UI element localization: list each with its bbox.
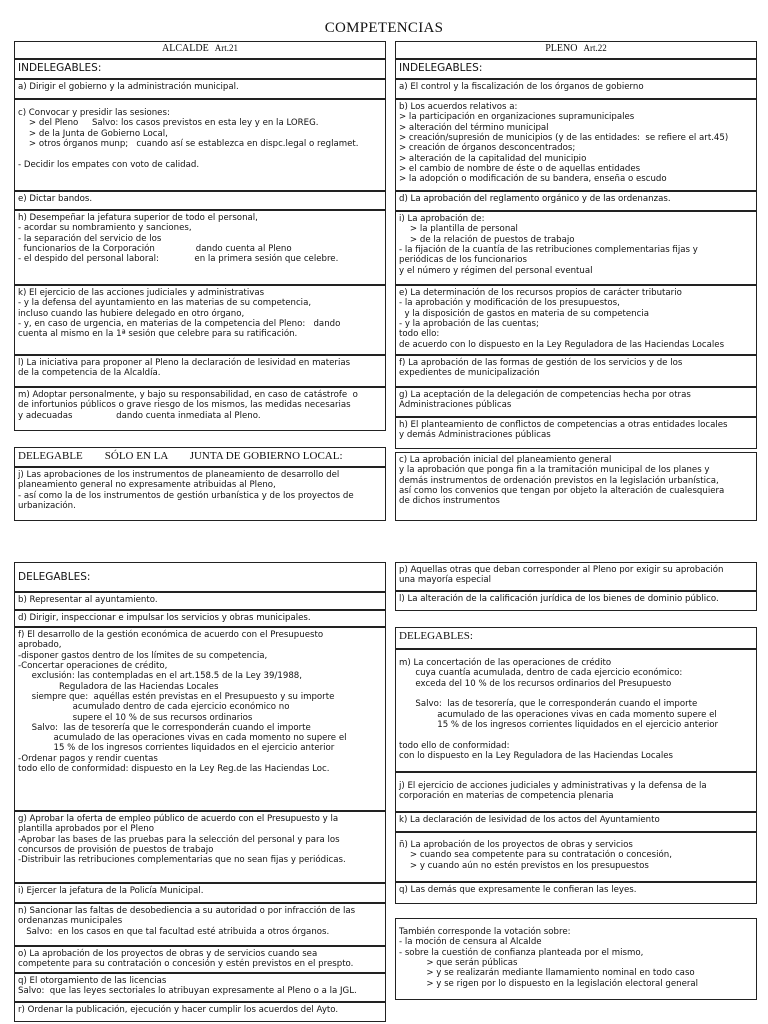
pleno-item-l xyxy=(395,591,757,611)
pleno-item-p xyxy=(395,562,757,591)
text-line: h) El planteamiento de conflictos de competencias a otras entidades locales xyxy=(399,420,728,430)
pleno-header xyxy=(395,41,757,59)
text-line: q) Las demás que expresamente le confieran las leyes. xyxy=(399,885,637,895)
pleno-delegables-heading: DELEGABLES: xyxy=(395,627,757,649)
text-line: todo ello de conformidad: xyxy=(399,740,510,751)
text-line: > y se rigen por lo dispuesto en la legislación electoral general xyxy=(399,978,699,989)
text-line: g) La aceptación de la delegación de competencias hecha por otras xyxy=(399,390,691,400)
alcalde-item-l xyxy=(14,355,386,387)
text-line: g) Aprobar la oferta de empleo público de acuerdo con el Presupuesto y la xyxy=(18,814,339,824)
text-line: m) La concertación de las operaciones de crédito xyxy=(399,658,612,668)
text-line: También corresponde la votación sobre: xyxy=(399,927,571,937)
text-line: 15 % de los ingresos corrientes liquidados en el ejercicio anterior xyxy=(399,719,719,730)
text-line: Salvo: las de tesorería que le corresponderán cuando el importe xyxy=(18,722,311,733)
text-line: ordenanzas municipales xyxy=(18,916,123,927)
pleno-item-c xyxy=(395,452,757,521)
text-line: n) Sancionar las faltas de desobediencia a su autoridad o por infracción de las xyxy=(18,906,356,916)
text-line: Salvo: en los casos en que tal facultad esté atribuida a otros órganos. xyxy=(18,926,330,937)
alcalde-item-k xyxy=(14,285,386,355)
alcalde-item-j xyxy=(14,467,386,521)
text-line: - y, en caso de urgencia, en materias de la competencia del Pleno: dando xyxy=(18,318,341,329)
alcalde-item-b xyxy=(14,592,386,610)
text-line: funcionarios de la Corporación dando cuenta al Pleno xyxy=(18,243,292,254)
text-line xyxy=(18,149,382,159)
pleno-header-label: PLENO xyxy=(545,43,578,54)
pleno-header-article: Art.22 xyxy=(583,43,607,53)
text-line: - la aprobación y modificación de los presupuestos, xyxy=(399,298,620,309)
alcalde-item-n xyxy=(14,903,386,946)
text-line: acumulado de las operaciones vivas en cada momento no supere el xyxy=(18,733,347,744)
text-line: - y la defensa del ayuntamiento en las materias de su competencia, xyxy=(18,298,312,309)
text-line: planeamiento general no expresamente atribuidas al Pleno, xyxy=(18,480,276,491)
text-line: d) La aprobación del reglamento orgánico y de las ordenanzas. xyxy=(399,194,671,204)
text-line: y demás Administraciones públicas xyxy=(399,430,551,441)
text-line: > el cambio de nombre de éste o de aquellas entidades xyxy=(399,163,641,174)
text-line: - Decidir los empates con voto de calidad. xyxy=(18,159,200,170)
text-line: - y la aprobación de las cuentas; xyxy=(399,318,539,329)
pleno-item-enye xyxy=(395,832,757,882)
text-line: e) Dictar bandos. xyxy=(18,194,93,204)
alcalde-item-g xyxy=(14,811,386,883)
alcalde-delegable-jgl-heading: DELEGABLE SÓLO EN LA JUNTA DE GOBIERNO LOCAL: xyxy=(14,447,386,467)
alcalde-item-f xyxy=(14,627,386,811)
text-line: Administraciones públicas xyxy=(399,400,512,411)
text-line: y la aprobación que ponga fin a la tramitación municipal de los planes y xyxy=(399,465,710,476)
text-line: f) El desarrollo de la gestión económica de acuerdo con el Presupuesto xyxy=(18,630,324,640)
text-line: una mayoría especial xyxy=(399,575,492,586)
alcalde-item-e xyxy=(14,191,386,210)
text-line: - la moción de censura al Alcalde xyxy=(399,937,542,948)
text-line: -Aprobar las bases de las pruebas para la selección del personal y para los xyxy=(18,834,340,845)
text-line: ñ) La aprobación de los proyectos de obras y servicios xyxy=(399,840,633,850)
text-line: incluso cuando las hubiere delegado en otro órgano, xyxy=(18,308,245,319)
text-line: e) La determinación de los recursos propios de carácter tributario xyxy=(399,288,682,298)
text-line: m) Adoptar personalmente, y bajo su responsabilidad, en caso de catástrofe o xyxy=(18,390,358,400)
pleno-item-a xyxy=(395,79,757,99)
text-line: de dichos instrumentos xyxy=(399,496,500,507)
text-line: > que serán públicas xyxy=(399,957,518,968)
alcalde-item-c xyxy=(14,99,386,191)
alcalde-item-q xyxy=(14,973,386,1002)
text-line: y adecuadas dando cuenta inmediata al Pleno. xyxy=(18,410,261,421)
text-line: > y cuando aún no estén previstos en los presupuestos xyxy=(399,860,649,871)
alcalde-item-a xyxy=(14,79,386,99)
text-line: demás instrumentos de ordenación previstos en la legislación urbanística, xyxy=(399,475,719,486)
text-line: aprobado, xyxy=(18,640,62,651)
pleno-item-m xyxy=(395,649,757,772)
text-line: b) Los acuerdos relativos a: xyxy=(399,102,518,112)
text-line: d) Dirigir, inspeccionar e impulsar los servicios y obras municipales. xyxy=(18,613,311,623)
text-line: exclusión: las contempladas en el art.158.5 de la Ley 39/1988, xyxy=(18,671,302,682)
pleno-item-q xyxy=(395,882,757,904)
text-line: - sobre la cuestión de confianza planteada por el mismo, xyxy=(399,947,644,958)
text-line: p) Aquellas otras que deban corresponder al Pleno por exigir su aprobación xyxy=(399,565,724,575)
text-line: cuya cuantía acumulada, dentro de cada ejercicio económico: xyxy=(399,668,683,679)
alcalde-item-r xyxy=(14,1002,386,1022)
pleno-item-g xyxy=(395,387,757,417)
text-line: periódicas de los funcionarios xyxy=(399,255,527,266)
alcalde-item-h xyxy=(14,210,386,285)
text-line: > de la relación de puestos de trabajo xyxy=(399,234,575,245)
text-line: - la separación del servicio de los xyxy=(18,233,162,244)
alcalde-delegables-heading: DELEGABLES: xyxy=(14,562,386,592)
text-line: expedientes de municipalización xyxy=(399,368,540,379)
text-line: - así como la de los instrumentos de gestión urbanística y de los proyectos de xyxy=(18,490,354,501)
text-line: b) Representar al ayuntamiento. xyxy=(18,595,158,605)
text-line: l) La alteración de la calificación jurídica de los bienes de dominio público. xyxy=(399,594,719,604)
text-line: r) Ordenar la publicación, ejecución y hacer cumplir los acuerdos del Ayto. xyxy=(18,1005,339,1015)
text-line: > de la Junta de Gobierno Local, xyxy=(18,128,168,139)
pleno-item-f xyxy=(395,355,757,387)
text-line: > alteración del término municipal xyxy=(399,122,549,133)
text-line: > cuando sea competente para su contratación o concesión, xyxy=(399,850,672,861)
text-line: > y se realizarán mediante llamamiento nominal en todo caso xyxy=(399,968,695,979)
text-line: concursos de provisión de puestos de trabajo xyxy=(18,844,214,855)
text-line: 15 % de los ingresos corrientes liquidados en el ejercicio anterior xyxy=(18,743,335,754)
pleno-item-b xyxy=(395,99,757,191)
text-line: k) La declaración de lesividad de los actos del Ayuntamiento xyxy=(399,815,660,825)
text-line: i) Ejercer la jefatura de la Policía Municipal. xyxy=(18,886,204,896)
text-line: así como los convenios que tengan por objeto la alteración de cualesquiera xyxy=(399,485,725,496)
alcalde-item-m xyxy=(14,387,386,431)
text-line: -Concertar operaciones de crédito, xyxy=(18,660,168,671)
text-line: l) La iniciativa para proponer al Pleno la declaración de lesividad en materias xyxy=(18,358,351,368)
text-line: corporación en materias de competencia plenaria xyxy=(399,791,614,802)
text-line: con lo dispuesto en la Ley Reguladora de las Haciendas Locales xyxy=(399,750,674,761)
text-line: y el número y régimen del personal eventual xyxy=(399,265,593,276)
text-line: c) Convocar y presidir las sesiones: xyxy=(18,108,170,118)
text-line: de infortunios públicos o grave riesgo de los mismos, las medidas necesarias xyxy=(18,400,351,411)
pleno-item-k xyxy=(395,812,757,832)
text-line: c) La aprobación inicial del planeamiento general xyxy=(399,455,612,465)
text-line: q) El otorgamiento de las licencias xyxy=(18,976,167,986)
pleno-item-e xyxy=(395,285,757,355)
text-line: Salvo: las de tesorería, que le corresponderán cuando el importe xyxy=(399,699,698,710)
text-line: Reguladora de las Haciendas Locales xyxy=(18,681,219,692)
text-line: de acuerdo con lo dispuesto en la Ley Reguladora de las Haciendas Locales xyxy=(399,339,725,350)
pleno-votacion-note xyxy=(395,918,757,1000)
text-line: plantilla aprobados por el Pleno xyxy=(18,824,154,835)
text-line: acumulado de las operaciones vivas en cada momento supere el xyxy=(399,709,717,720)
text-line: Salvo: que las leyes sectoriales lo atribuyan expresamente al Pleno o a la JGL. xyxy=(18,986,357,997)
text-line: competente para su contratación o concesión y estén previstos en el prespto. xyxy=(18,959,354,970)
alcalde-header-article: Art.21 xyxy=(214,43,238,53)
alcalde-header-label: ALCALDE xyxy=(162,43,209,54)
pleno-indelegables-heading: INDELEGABLES: xyxy=(395,59,757,79)
text-line: cuenta al mismo en la 1ª sesión que celebre para su ratificación. xyxy=(18,329,298,340)
alcalde-indelegables-heading: INDELEGABLES: xyxy=(14,59,386,79)
text-line: o) La aprobación de los proyectos de obras y de servicios cuando sea xyxy=(18,949,318,959)
text-line xyxy=(399,689,753,699)
alcalde-header xyxy=(14,41,386,59)
text-line: j) El ejercicio de acciones judiciales y administrativas y la defensa de la xyxy=(399,781,707,791)
alcalde-item-i xyxy=(14,883,386,903)
text-line: > creación/supresión de municipios (y de las entidades: se refiere el art.45) xyxy=(399,132,729,143)
text-line: i) La aprobación de: xyxy=(399,214,485,224)
text-line: k) El ejercicio de las acciones judiciales y administrativas xyxy=(18,288,265,298)
text-line: urbanización. xyxy=(18,500,76,511)
alcalde-item-o xyxy=(14,946,386,973)
text-line: f) La aprobación de las formas de gestión de los servicios y de los xyxy=(399,358,683,368)
text-line: acumulado dentro de cada ejercicio económico no xyxy=(18,702,290,713)
text-line: supere el 10 % de sus recursos ordinarios xyxy=(18,712,253,723)
text-line: -Distribuir las retribuciones complementarias que no sean fijas y periódicas. xyxy=(18,855,346,866)
pleno-item-j xyxy=(395,772,757,812)
text-line: - el despido del personal laboral: en la primera sesión que celebre. xyxy=(18,254,339,265)
text-line: a) El control y la fiscalización de los órganos de gobierno xyxy=(399,82,644,92)
text-line: j) Las aprobaciones de los instrumentos de planeamiento de desarrollo del xyxy=(18,470,340,480)
text-line: > la adopción o modificación de su bandera, enseña o escudo xyxy=(399,174,667,185)
text-line: siempre que: aquéllas estén previstas en el Presupuesto y su importe xyxy=(18,691,335,702)
text-line: todo ello de conformidad: dispuesto en la Ley Reg.de las Haciendas Loc. xyxy=(18,764,330,775)
page-title: COMPETENCIAS xyxy=(324,20,444,36)
text-line: exceda del 10 % de los recursos ordinarios del Presupuesto xyxy=(399,678,672,689)
text-line: todo ello: xyxy=(399,329,440,340)
text-line xyxy=(399,730,753,740)
text-line: de la competencia de la Alcaldía. xyxy=(18,368,161,379)
pleno-item-h xyxy=(395,417,757,449)
text-line: - la fijación de la cuantía de las retribuciones complementarias fijas y xyxy=(399,244,698,255)
text-line: > otros órganos munp; cuando así se establezca en dispc.legal o reglamet. xyxy=(18,138,359,149)
text-line: > del Pleno Salvo: los casos previstos en esta ley y en la LOREG. xyxy=(18,118,319,129)
text-line: h) Desempeñar la jefatura superior de todo el personal, xyxy=(18,213,258,223)
text-line: a) Dirigir el gobierno y la administración municipal. xyxy=(18,82,239,92)
text-line: - acordar su nombramiento y sanciones, xyxy=(18,223,192,234)
text-line: > creación de órganos desconcentrados; xyxy=(399,143,576,154)
text-line: > la participación en organizaciones supramunicipales xyxy=(399,112,635,123)
text-line: -disponer gastos dentro de los límites de su competencia, xyxy=(18,650,268,661)
text-line: > alteración de la capitalidad del municipio xyxy=(399,153,587,164)
pleno-item-d xyxy=(395,191,757,211)
text-line: -Ordenar pagos y rendir cuentas xyxy=(18,753,158,764)
text-line: y la disposición de gastos en materia de su competencia xyxy=(399,308,650,319)
alcalde-item-d xyxy=(14,610,386,627)
pleno-item-i xyxy=(395,211,757,285)
text-line: > la plantilla de personal xyxy=(399,224,518,235)
